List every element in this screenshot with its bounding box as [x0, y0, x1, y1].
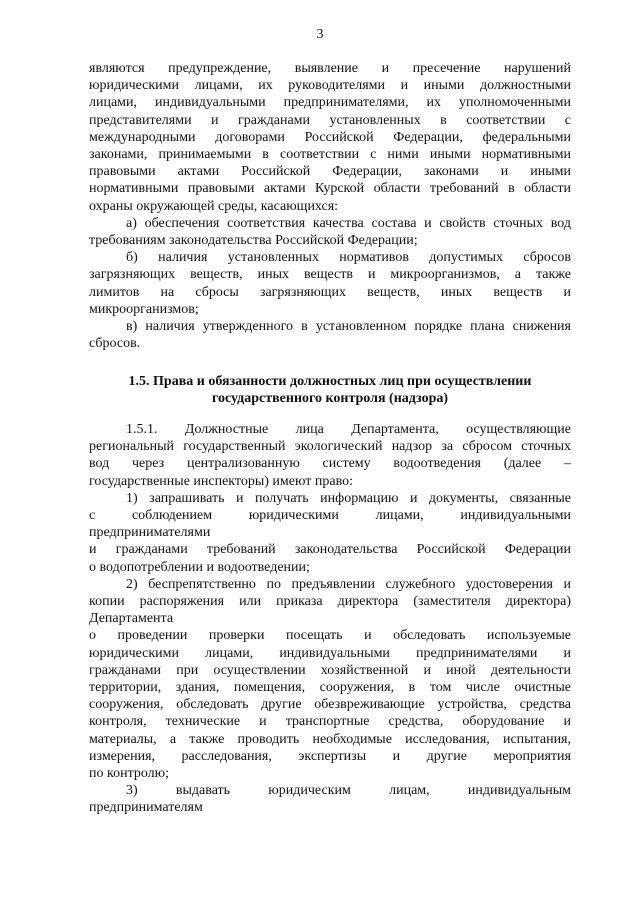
- section-heading: [89, 373, 571, 407]
- text-line: правовыми актами Российской Федерации, законами и иными: [89, 164, 571, 180]
- text-line: 2) беспрепятственно по предъявлении служебного удостоверения и: [126, 576, 571, 592]
- text-line: сбросов.: [89, 336, 141, 352]
- page-number: 3: [316, 27, 324, 42]
- text-line: требованиям законодательства Российской Федерации;: [89, 233, 418, 249]
- text-line: юридическими лицами, индивидуальными предпринимателями и: [89, 645, 571, 661]
- text-line: микроорганизмов;: [89, 301, 199, 317]
- text-line: по контролю;: [89, 766, 170, 782]
- text-line: и гражданами требований законодательства Российской Федерации: [89, 542, 571, 558]
- text-line: контроля, технические и транспортные средства, оборудование и: [89, 714, 571, 730]
- text-line: предпринимателям: [89, 800, 203, 816]
- text-line: загрязняющих веществ, иных веществ и микроорганизмов, а также: [89, 267, 571, 283]
- paragraph-block-intro: [89, 60, 571, 352]
- text-line: о проведении проверки посещать и обследовать используемые: [89, 628, 571, 644]
- text-line: Департамента: [89, 611, 174, 627]
- text-line: лимитов на сбросы загрязняющих веществ, иных веществ и: [89, 284, 571, 300]
- text-line: нормативными правовыми актами Курской области требований в области: [89, 181, 571, 197]
- paragraph-block-rights: [89, 421, 571, 817]
- text-line: о водопотреблении и водоотведении;: [89, 559, 310, 575]
- text-line: копии распоряжения или приказа директора (заместителя директора): [89, 594, 571, 610]
- text-line: 1) запрашивать и получать информацию и документы, связанные: [126, 490, 571, 506]
- text-line: государственные инспекторы) имеют право:: [89, 473, 353, 489]
- text-line: являются предупреждение, выявление и пресечение нарушений: [89, 61, 571, 76]
- text-line: б) наличия установленных нормативов допустимых сбросов: [126, 250, 571, 266]
- text-line: предпринимателями: [89, 525, 211, 541]
- text-line: международными договорами Российской Федерации, федеральными: [89, 129, 571, 145]
- text-line: гражданами при осуществлении хозяйственной и иной деятельности: [89, 662, 571, 678]
- text-line: измерения, расследования, экспертизы и другие мероприятия: [89, 748, 571, 764]
- text-line: материалы, а также проводить необходимые исследования, испытания,: [89, 731, 571, 747]
- text-line: лицами, индивидуальными предпринимателями, их уполномоченными: [89, 95, 571, 111]
- text-line: вод через централизованную систему водоотведения (далее –: [89, 456, 571, 472]
- text-line: в) наличия утвержденного в установленном порядке плана снижения: [126, 319, 571, 335]
- text-line: 3) выдавать юридическим лицам, индивидуальным: [126, 783, 571, 799]
- text-line: сооружения, обследовать другие обезвреживающие устройства, средства: [89, 697, 571, 713]
- heading-line: государственного контроля (надзора): [211, 391, 449, 407]
- text-line: охраны окружающей среды, касающихся:: [89, 198, 339, 214]
- text-line: региональный государственный экологический надзор за сбросом сточных: [89, 439, 571, 455]
- heading-line: 1.5. Права и обязанности должностных лиц при осуществлении: [128, 374, 532, 389]
- text-line: 1.5.1. Должностные лица Департамента, осуществляющие: [126, 422, 571, 437]
- text-line: с соблюдением юридическими лицами, индивидуальными: [89, 508, 571, 524]
- text-line: территории, здания, помещения, сооружения, в том числе очистные: [89, 680, 571, 696]
- text-line: а) обеспечения соответствия качества состава и свойств сточных вод: [126, 215, 571, 231]
- text-line: законами, принимаемыми в соответствии с ними иными нормативными: [89, 147, 571, 163]
- text-line: юридическими лицами, их руководителями и иными должностными: [89, 78, 571, 94]
- text-line: представителями и гражданами установленных в соответствии с: [89, 112, 571, 128]
